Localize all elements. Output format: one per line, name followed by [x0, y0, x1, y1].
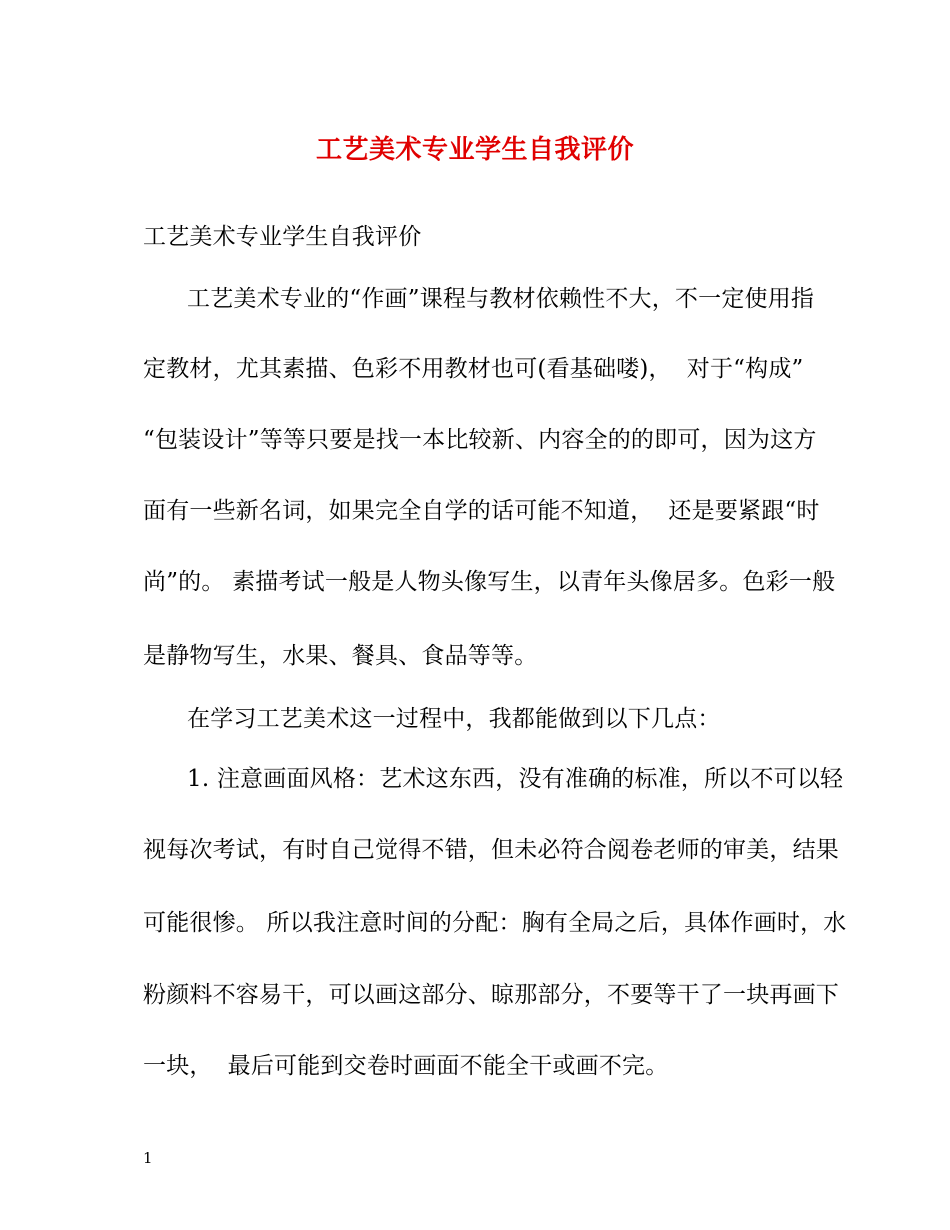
page-title: 工艺美术专业学生自我评价 — [315, 135, 634, 165]
paragraph-line: 定教材，尤其素描、色彩不用教材也可(看基础喽)， 对于“构成” — [143, 356, 804, 382]
numbered-item-line: 1. 注意画面风格：艺术这东西，没有准确的标准，所以不可以轻 — [187, 766, 844, 792]
page-number: 1 — [143, 1149, 153, 1167]
subtitle: 工艺美术专业学生自我评价 — [143, 224, 422, 250]
paragraph-line: 可能很惨。 所以我注意时间的分配：胸有全局之后，具体作画时，水 — [143, 910, 847, 936]
paragraph-line: 视每次考试，有时自己觉得不错，但未必符合阅卷老师的审美，结果 — [143, 837, 839, 863]
paragraph-line: 尚”的。 素描考试一般是人物头像写生，以青年头像居多。色彩一般 — [143, 569, 836, 595]
paragraph-line: 在学习工艺美术这一过程中，我都能做到以下几点： — [187, 706, 721, 732]
paragraph-line: 粉颜料不容易干，可以画这部分、晾那部分，不要等干了一块再画下 — [143, 982, 839, 1008]
paragraph-line: “包装设计”等等只要是找一本比较新、内容全的的即可，因为这方 — [143, 427, 817, 453]
paragraph-line: 是静物写生，水果、餐具、食品等等。 — [143, 643, 538, 669]
paragraph-line: 工艺美术专业的“作画”课程与教材依赖性不大，不一定使用指 — [187, 286, 815, 312]
paragraph-line: 一块， 最后可能到交卷时画面不能全干或画不完。 — [143, 1053, 669, 1079]
paragraph-line: 面有一些新名词，如果完全自学的话可能不知道， 还是要紧跟“时 — [143, 498, 820, 524]
